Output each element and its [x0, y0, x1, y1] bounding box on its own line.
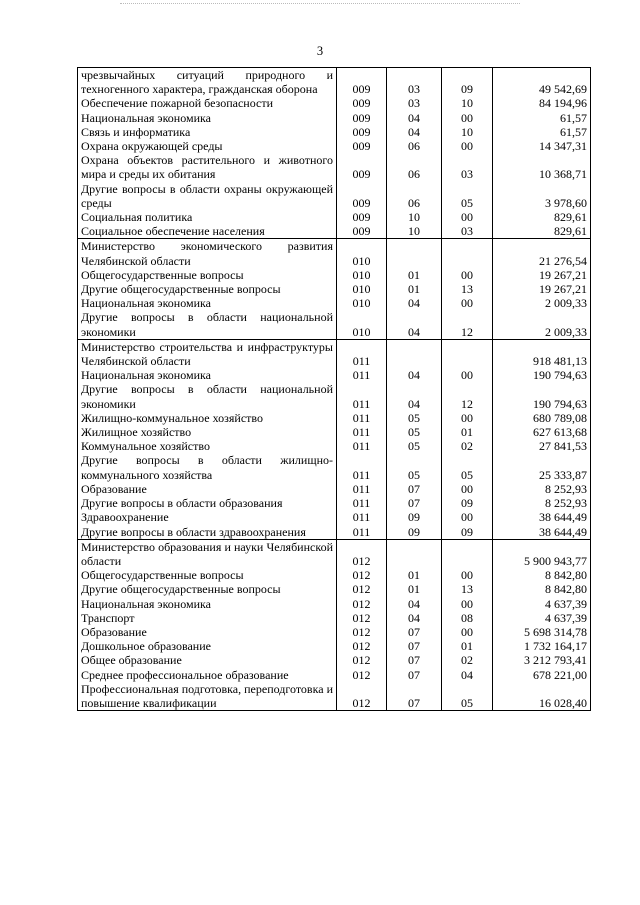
expense-name-cell: Другие вопросы в области национальной экономики	[78, 310, 337, 339]
amount-cell: 1 732 164,17	[493, 639, 591, 653]
subsection-code-cell: 05	[442, 453, 493, 481]
amount-cell: 5 900 943,77	[493, 539, 591, 568]
table-row	[78, 510, 591, 524]
ministry-code-cell: 011	[337, 482, 387, 496]
amount-cell: 19 267,21	[493, 268, 591, 282]
table-row	[78, 525, 591, 540]
table-row	[78, 368, 591, 382]
amount-cell: 3 212 793,41	[493, 653, 591, 667]
amount-cell: 16 028,40	[493, 682, 591, 711]
expense-name-cell: Профессиональная подготовка, переподготовка и повышение квалификации	[78, 682, 337, 711]
table-row	[78, 439, 591, 453]
expense-name-cell: Национальная экономика	[78, 597, 337, 611]
table-row	[78, 68, 591, 97]
table-row	[78, 282, 591, 296]
expense-name-cell: Жилищное хозяйство	[78, 425, 337, 439]
expense-name-cell: Другие общегосударственные вопросы	[78, 282, 337, 296]
expense-name-cell: Другие вопросы в области жилищно-коммунального хозяйства	[78, 453, 337, 481]
ministry-code-cell: 012	[337, 639, 387, 653]
table-row	[78, 310, 591, 339]
subsection-code-cell: 02	[442, 439, 493, 453]
subsection-code-cell: 09	[442, 525, 493, 540]
ministry-code-cell: 011	[337, 496, 387, 510]
section-code-cell	[387, 239, 442, 268]
table-row	[78, 668, 591, 682]
section-code-cell: 01	[387, 568, 442, 582]
amount-cell: 14 347,31	[493, 139, 591, 153]
expense-name-cell: Другие вопросы в области образования	[78, 496, 337, 510]
expense-name-cell: Коммунальное хозяйство	[78, 439, 337, 453]
subsection-code-cell: 12	[442, 382, 493, 410]
subsection-code-cell: 00	[442, 296, 493, 310]
ministry-code-cell: 012	[337, 582, 387, 596]
table-row	[78, 539, 591, 568]
expense-name-cell: Социальное обеспечение населения	[78, 224, 337, 239]
ministry-code-cell: 009	[337, 139, 387, 153]
subsection-code-cell: 05	[442, 182, 493, 210]
table-row	[78, 125, 591, 139]
section-code-cell: 09	[387, 525, 442, 540]
subsection-code-cell: 10	[442, 125, 493, 139]
expense-name-cell: Среднее профессиональное образование	[78, 668, 337, 682]
section-code-cell: 05	[387, 411, 442, 425]
expense-name-cell: Транспорт	[78, 611, 337, 625]
section-code-cell: 10	[387, 210, 442, 224]
section-code-cell: 05	[387, 453, 442, 481]
subsection-code-cell: 12	[442, 310, 493, 339]
expense-name-cell: Здравоохранение	[78, 510, 337, 524]
table-row	[78, 96, 591, 110]
page-number: 3	[316, 44, 324, 58]
subsection-code-cell: 03	[442, 153, 493, 181]
table-row	[78, 382, 591, 410]
amount-cell: 61,57	[493, 125, 591, 139]
scan-artifact-line	[120, 3, 520, 5]
table-row	[78, 224, 591, 239]
budget-table-body	[78, 68, 591, 711]
table-row	[78, 653, 591, 667]
section-code-cell: 03	[387, 68, 442, 97]
ministry-code-cell: 012	[337, 653, 387, 667]
subsection-code-cell: 00	[442, 482, 493, 496]
section-code-cell: 07	[387, 682, 442, 711]
section-code-cell: 07	[387, 668, 442, 682]
expense-name-cell: Общее образование	[78, 653, 337, 667]
ministry-code-cell: 010	[337, 268, 387, 282]
ministry-code-cell: 011	[337, 525, 387, 540]
amount-cell: 49 542,69	[493, 68, 591, 97]
table-row	[78, 210, 591, 224]
table-row	[78, 482, 591, 496]
table-row	[78, 268, 591, 282]
ministry-code-cell: 012	[337, 625, 387, 639]
amount-cell: 627 613,68	[493, 425, 591, 439]
subsection-code-cell	[442, 339, 493, 368]
table-row	[78, 111, 591, 125]
expense-name-cell: чрезвычайных ситуаций природного и техногенного характера, гражданская оборона	[78, 68, 337, 97]
section-code-cell: 06	[387, 182, 442, 210]
amount-cell: 2 009,33	[493, 296, 591, 310]
amount-cell: 8 842,80	[493, 582, 591, 596]
expense-name-cell: Общегосударственные вопросы	[78, 568, 337, 582]
expense-name-cell: Социальная политика	[78, 210, 337, 224]
section-code-cell: 04	[387, 125, 442, 139]
section-code-cell: 01	[387, 582, 442, 596]
table-row	[78, 139, 591, 153]
expense-name-cell: Другие общегосударственные вопросы	[78, 582, 337, 596]
expense-name-cell: Другие вопросы в области национальной экономики	[78, 382, 337, 410]
subsection-code-cell: 00	[442, 510, 493, 524]
ministry-code-cell: 011	[337, 411, 387, 425]
ministry-code-cell: 012	[337, 668, 387, 682]
subsection-code-cell: 04	[442, 668, 493, 682]
subsection-code-cell: 00	[442, 139, 493, 153]
ministry-code-cell: 010	[337, 282, 387, 296]
section-code-cell: 07	[387, 482, 442, 496]
section-code-cell: 01	[387, 282, 442, 296]
subsection-code-cell: 00	[442, 597, 493, 611]
expense-name-cell: Связь и информатика	[78, 125, 337, 139]
amount-cell: 190 794,63	[493, 368, 591, 382]
ministry-code-cell: 011	[337, 453, 387, 481]
amount-cell: 918 481,13	[493, 339, 591, 368]
amount-cell: 10 368,71	[493, 153, 591, 181]
amount-cell: 27 841,53	[493, 439, 591, 453]
subsection-code-cell: 00	[442, 111, 493, 125]
section-code-cell: 07	[387, 639, 442, 653]
section-code-cell: 06	[387, 139, 442, 153]
subsection-code-cell: 13	[442, 282, 493, 296]
amount-cell: 4 637,39	[493, 611, 591, 625]
amount-cell: 829,61	[493, 210, 591, 224]
expense-name-cell: Дошкольное образование	[78, 639, 337, 653]
amount-cell: 25 333,87	[493, 453, 591, 481]
ministry-code-cell: 009	[337, 96, 387, 110]
amount-cell: 8 842,80	[493, 568, 591, 582]
table-row	[78, 568, 591, 582]
amount-cell: 21 276,54	[493, 239, 591, 268]
amount-cell: 678 221,00	[493, 668, 591, 682]
section-code-cell: 04	[387, 611, 442, 625]
section-code-cell	[387, 539, 442, 568]
ministry-code-cell: 010	[337, 239, 387, 268]
table-row	[78, 239, 591, 268]
expense-name-cell: Другие вопросы в области здравоохранения	[78, 525, 337, 540]
section-code-cell: 05	[387, 439, 442, 453]
expense-name-cell: Министерство образования и науки Челябинской области	[78, 539, 337, 568]
subsection-code-cell: 00	[442, 210, 493, 224]
subsection-code-cell: 01	[442, 425, 493, 439]
subsection-code-cell: 03	[442, 224, 493, 239]
section-code-cell: 06	[387, 153, 442, 181]
ministry-code-cell: 009	[337, 68, 387, 97]
ministry-code-cell: 012	[337, 611, 387, 625]
section-code-cell: 04	[387, 368, 442, 382]
section-code-cell: 04	[387, 310, 442, 339]
section-code-cell: 07	[387, 653, 442, 667]
amount-cell: 3 978,60	[493, 182, 591, 210]
subsection-code-cell: 00	[442, 268, 493, 282]
subsection-code-cell: 13	[442, 582, 493, 596]
section-code-cell: 04	[387, 296, 442, 310]
amount-cell: 8 252,93	[493, 496, 591, 510]
expense-name-cell: Другие вопросы в области охраны окружающей среды	[78, 182, 337, 210]
section-code-cell: 04	[387, 111, 442, 125]
subsection-code-cell: 08	[442, 611, 493, 625]
table-row	[78, 425, 591, 439]
table-row	[78, 153, 591, 181]
ministry-code-cell: 009	[337, 182, 387, 210]
ministry-code-cell: 009	[337, 224, 387, 239]
expense-name-cell: Национальная экономика	[78, 368, 337, 382]
amount-cell: 19 267,21	[493, 282, 591, 296]
table-row	[78, 339, 591, 368]
ministry-code-cell: 011	[337, 339, 387, 368]
ministry-code-cell: 010	[337, 296, 387, 310]
expense-name-cell: Национальная экономика	[78, 296, 337, 310]
expense-name-cell: Национальная экономика	[78, 111, 337, 125]
subsection-code-cell: 01	[442, 639, 493, 653]
amount-cell: 4 637,39	[493, 597, 591, 611]
subsection-code-cell: 05	[442, 682, 493, 711]
expense-name-cell: Образование	[78, 625, 337, 639]
amount-cell: 5 698 314,78	[493, 625, 591, 639]
amount-cell: 38 644,49	[493, 525, 591, 540]
amount-cell: 38 644,49	[493, 510, 591, 524]
table-row	[78, 682, 591, 711]
ministry-code-cell: 011	[337, 510, 387, 524]
subsection-code-cell: 00	[442, 625, 493, 639]
table-row	[78, 182, 591, 210]
subsection-code-cell: 00	[442, 568, 493, 582]
table-row	[78, 296, 591, 310]
subsection-code-cell	[442, 539, 493, 568]
subsection-code-cell	[442, 239, 493, 268]
subsection-code-cell: 10	[442, 96, 493, 110]
ministry-code-cell: 012	[337, 682, 387, 711]
table-row	[78, 582, 591, 596]
ministry-code-cell: 012	[337, 539, 387, 568]
ministry-code-cell: 009	[337, 125, 387, 139]
section-code-cell: 04	[387, 597, 442, 611]
subsection-code-cell: 09	[442, 68, 493, 97]
expense-name-cell: Охрана объектов растительного и животного мира и среды их обитания	[78, 153, 337, 181]
subsection-code-cell: 00	[442, 368, 493, 382]
expense-name-cell: Министерство строительства и инфраструктуры Челябинской области	[78, 339, 337, 368]
expense-name-cell: Министерство экономического развития Челябинской области	[78, 239, 337, 268]
expense-name-cell: Обеспечение пожарной безопасности	[78, 96, 337, 110]
ministry-code-cell: 009	[337, 153, 387, 181]
section-code-cell: 05	[387, 425, 442, 439]
expense-name-cell: Жилищно-коммунальное хозяйство	[78, 411, 337, 425]
ministry-code-cell: 011	[337, 382, 387, 410]
ministry-code-cell: 010	[337, 310, 387, 339]
amount-cell: 61,57	[493, 111, 591, 125]
amount-cell: 829,61	[493, 224, 591, 239]
ministry-code-cell: 012	[337, 568, 387, 582]
ministry-code-cell: 009	[337, 210, 387, 224]
section-code-cell	[387, 339, 442, 368]
table-row	[78, 639, 591, 653]
ministry-code-cell: 012	[337, 597, 387, 611]
ministry-code-cell: 011	[337, 368, 387, 382]
amount-cell: 2 009,33	[493, 310, 591, 339]
section-code-cell: 07	[387, 625, 442, 639]
table-row	[78, 411, 591, 425]
budget-table	[77, 67, 591, 711]
table-row	[78, 597, 591, 611]
subsection-code-cell: 02	[442, 653, 493, 667]
section-code-cell: 01	[387, 268, 442, 282]
expense-name-cell: Общегосударственные вопросы	[78, 268, 337, 282]
amount-cell: 680 789,08	[493, 411, 591, 425]
section-code-cell: 07	[387, 496, 442, 510]
ministry-code-cell: 009	[337, 111, 387, 125]
section-code-cell: 09	[387, 510, 442, 524]
expense-name-cell: Охрана окружающей среды	[78, 139, 337, 153]
section-code-cell: 03	[387, 96, 442, 110]
subsection-code-cell: 09	[442, 496, 493, 510]
amount-cell: 190 794,63	[493, 382, 591, 410]
table-row	[78, 496, 591, 510]
table-row	[78, 453, 591, 481]
section-code-cell: 04	[387, 382, 442, 410]
amount-cell: 84 194,96	[493, 96, 591, 110]
amount-cell: 8 252,93	[493, 482, 591, 496]
table-row	[78, 611, 591, 625]
section-code-cell: 10	[387, 224, 442, 239]
subsection-code-cell: 00	[442, 411, 493, 425]
table-row	[78, 625, 591, 639]
expense-name-cell: Образование	[78, 482, 337, 496]
ministry-code-cell: 011	[337, 439, 387, 453]
ministry-code-cell: 011	[337, 425, 387, 439]
